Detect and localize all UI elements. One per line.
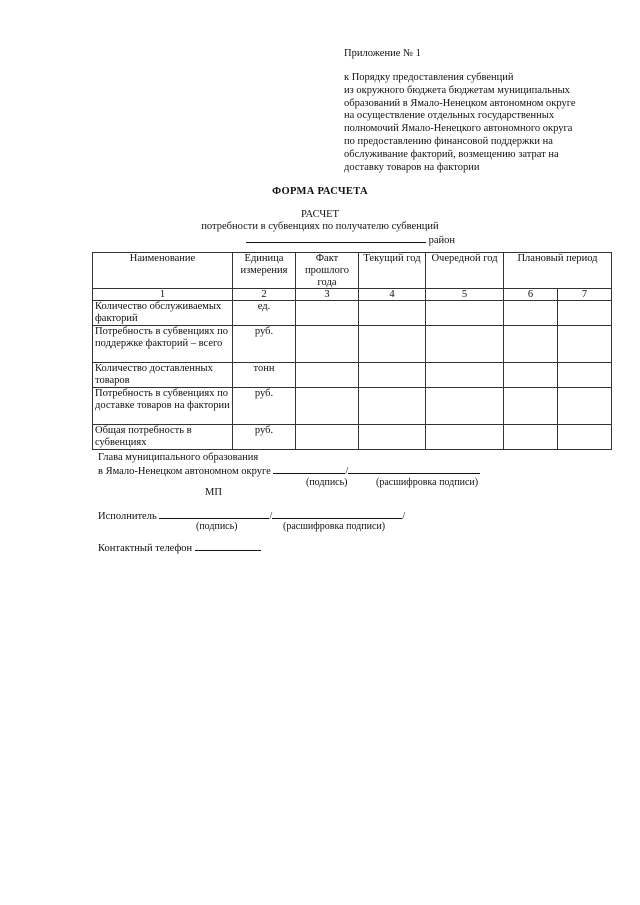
table-cell[interactable] [504, 326, 558, 363]
head-decode-caption: (расшифровка подписи) [376, 477, 479, 488]
table-row [93, 425, 612, 450]
executor-label: Исполнитель [98, 511, 157, 522]
col-header-name: Наименование [93, 253, 233, 289]
executor-signature-blank[interactable] [159, 509, 269, 519]
col-number: 5 [426, 289, 504, 301]
executor-decode-blank[interactable] [272, 509, 402, 519]
col-header-plan: Плановый период [504, 253, 612, 289]
table-cell[interactable] [558, 363, 612, 388]
table-cell[interactable] [359, 425, 426, 450]
table-cell[interactable] [426, 363, 504, 388]
appendix-line: из окружного бюджета бюджетам муниципальных [344, 84, 570, 96]
row-name: Количество доставленных товаров [93, 363, 233, 388]
table-cell[interactable] [558, 301, 612, 326]
col-header-unit: Единица измерения [233, 253, 296, 289]
phone-label: Контактный телефон [98, 543, 193, 554]
table-cell[interactable] [558, 425, 612, 450]
table-cell[interactable] [504, 388, 558, 425]
appendix-line: полномочий Ямало-Ненецкого автономного округа [344, 123, 573, 135]
table-cell[interactable] [359, 388, 426, 425]
appendix-reference [344, 72, 634, 174]
appendix-line: доставку товаров на фактории [344, 161, 480, 173]
table-cell[interactable] [296, 363, 359, 388]
table-row [93, 326, 612, 363]
table-cell[interactable] [558, 388, 612, 425]
appendix-line: к Порядку предоставления субвенций [344, 72, 514, 83]
col-number: 2 [233, 289, 296, 301]
stamp-mark: МП [205, 487, 222, 498]
col-number: 6 [504, 289, 558, 301]
row-name: Количество обслуживаемых факторий [93, 301, 233, 326]
row-unit: руб. [233, 388, 296, 425]
head-signature-blank[interactable] [273, 464, 345, 474]
col-number: 4 [359, 289, 426, 301]
table-cell[interactable] [426, 326, 504, 363]
row-name: Потребность в субвенциях по доставке товаров на фактории [93, 388, 233, 425]
table-row [93, 388, 612, 425]
district-line [246, 233, 455, 248]
table-cell[interactable] [426, 425, 504, 450]
head-decode-blank[interactable] [348, 464, 480, 474]
table-row [93, 301, 612, 326]
table-cell[interactable] [296, 326, 359, 363]
calc-table [92, 252, 612, 450]
table-cell[interactable] [296, 301, 359, 326]
signature-slash: / [402, 511, 406, 522]
table-cell[interactable] [359, 363, 426, 388]
signature-slash: / [269, 511, 273, 522]
table-cell[interactable] [296, 388, 359, 425]
appendix-line: обслуживание факторий, возмещению затрат на [344, 148, 559, 160]
appendix-title: Приложение № 1 [344, 48, 421, 59]
table-cell[interactable] [359, 326, 426, 363]
table-cell[interactable] [426, 301, 504, 326]
col-number: 1 [93, 289, 233, 301]
table-cell[interactable] [504, 301, 558, 326]
table-cell[interactable] [504, 425, 558, 450]
row-name: Потребность в субвенциях по поддержке факторий – всего [93, 326, 233, 363]
row-unit: ед. [233, 301, 296, 326]
col-number: 3 [296, 289, 359, 301]
executor-decode-caption: (расшифровка подписи) [283, 521, 386, 532]
table-row [93, 363, 612, 388]
table-cell[interactable] [504, 363, 558, 388]
table-header-row [93, 253, 612, 289]
calc-title: РАСЧЕТ [301, 209, 339, 220]
row-unit: руб. [233, 326, 296, 363]
row-name: Общая потребность в субвенциях [93, 425, 233, 450]
table-cell[interactable] [558, 326, 612, 363]
district-suffix: район [428, 235, 456, 246]
table-cell[interactable] [426, 388, 504, 425]
appendix-line: образований в Ямало-Ненецком автономном округе [344, 97, 576, 109]
col-header-current: Текущий год [359, 253, 426, 289]
head-title-line1: Глава муниципального образования [98, 452, 259, 463]
col-header-fact: Факт прошлого года [296, 253, 359, 289]
table-cell[interactable] [296, 425, 359, 450]
district-blank[interactable] [246, 233, 426, 243]
col-number: 7 [558, 289, 612, 301]
signature-slash: / [345, 466, 349, 477]
table-number-row [93, 289, 612, 301]
appendix-line: по предоставлению финансовой поддержки на [344, 135, 553, 147]
head-sign-caption: (подпись) [306, 477, 348, 488]
col-header-next: Очередной год [426, 253, 504, 289]
head-title-line2: в Ямало-Ненецком автономном округе [98, 466, 271, 477]
row-unit: руб. [233, 425, 296, 450]
phone-line [98, 541, 261, 556]
appendix-line: на осуществление отдельных государственных [344, 110, 555, 122]
executor-sign-caption: (подпись) [196, 521, 238, 532]
table-cell[interactable] [359, 301, 426, 326]
form-title: ФОРМА РАСЧЕТА [272, 186, 368, 197]
row-unit: тонн [233, 363, 296, 388]
phone-blank[interactable] [195, 541, 261, 551]
calc-subtitle: потребности в субвенциях по получателю субвенций [201, 221, 439, 232]
